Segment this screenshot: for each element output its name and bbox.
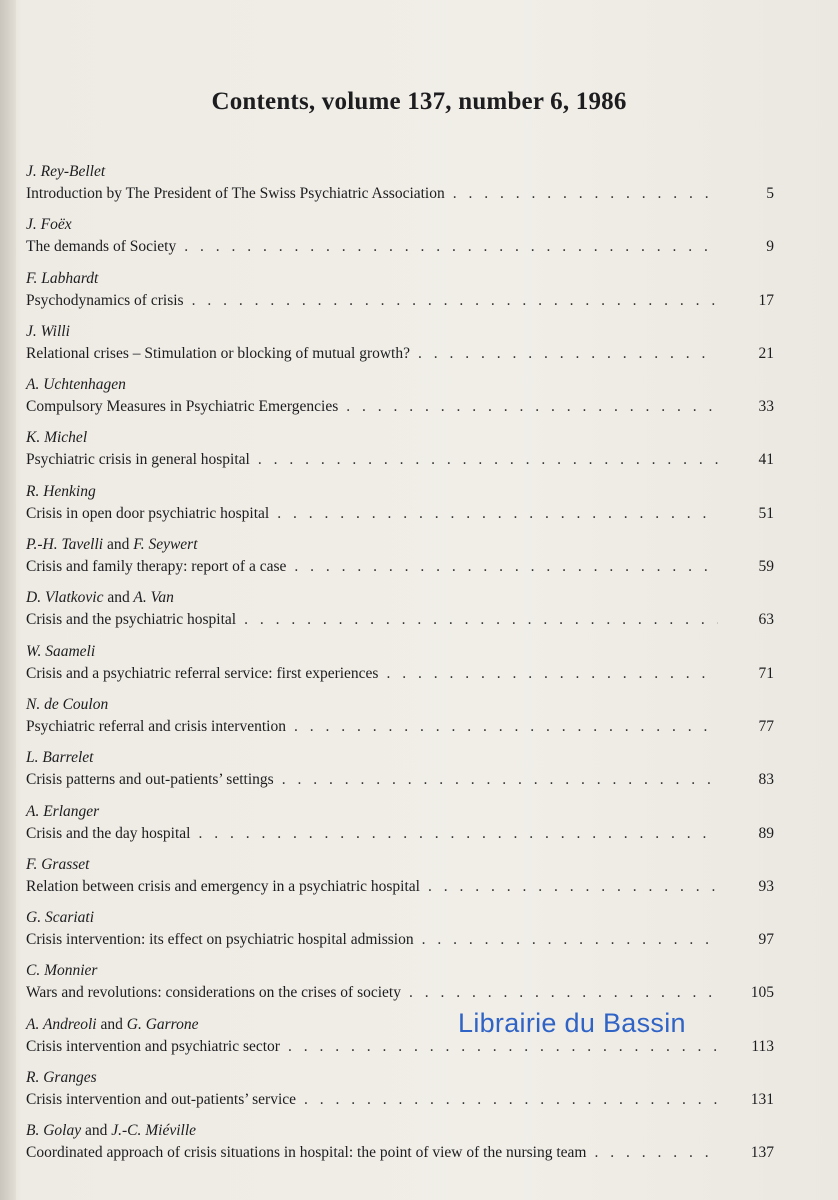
toc-author bbox=[26, 642, 774, 662]
toc-article-title: Wars and revolutions: considerations on the crises of society bbox=[26, 984, 401, 1002]
toc-line bbox=[26, 235, 774, 259]
toc-author-secondary: J.-C. Miéville bbox=[111, 1122, 197, 1140]
toc-author-conjunction: and bbox=[106, 536, 130, 554]
toc-author bbox=[26, 375, 774, 395]
toc-author bbox=[26, 748, 774, 768]
toc-author-primary: L. Barrelet bbox=[26, 749, 94, 767]
toc-article-title: Compulsory Measures in Psychiatric Emergencies bbox=[26, 398, 339, 416]
toc-page-number: 41 bbox=[758, 451, 774, 469]
toc-entry bbox=[26, 375, 774, 428]
toc-line bbox=[26, 342, 774, 366]
toc-article-title: The demands of Society bbox=[26, 238, 177, 256]
toc-author-primary: J. Rey-Bellet bbox=[26, 163, 106, 180]
toc-author-primary: A. Uchtenhagen bbox=[26, 376, 126, 394]
toc-page-number: 77 bbox=[758, 717, 774, 735]
toc-author bbox=[26, 269, 774, 289]
toc-leader-dots bbox=[244, 608, 718, 632]
toc-leader-dots bbox=[422, 928, 718, 952]
toc-author-primary: P.-H. Tavelli bbox=[26, 536, 104, 554]
toc-page-number: 9 bbox=[766, 238, 774, 256]
toc-line bbox=[26, 875, 774, 899]
toc-page-number: 33 bbox=[758, 398, 774, 416]
toc-article-title: Crisis and the psychiatric hospital bbox=[26, 611, 237, 629]
toc-page-number: 83 bbox=[758, 771, 774, 789]
toc-entry bbox=[26, 642, 774, 695]
toc-article-title: Crisis in open door psychiatric hospital bbox=[26, 504, 270, 522]
toc-article-title: Psychiatric referral and crisis intervention bbox=[26, 717, 286, 735]
toc-author bbox=[26, 322, 774, 342]
toc-article-title: Psychodynamics of crisis bbox=[26, 291, 184, 309]
toc-page-number: 93 bbox=[758, 877, 774, 895]
toc-leader-dots bbox=[418, 342, 718, 366]
toc-author-primary: J. Willi bbox=[26, 322, 70, 340]
toc-leader-dots bbox=[184, 235, 718, 259]
toc-entry bbox=[26, 855, 774, 908]
toc-author bbox=[26, 961, 774, 981]
toc-author-primary: W. Saameli bbox=[26, 642, 96, 660]
toc-article-title: Psychiatric crisis in general hospital bbox=[26, 451, 250, 469]
toc-line bbox=[26, 555, 774, 579]
toc-author bbox=[26, 855, 774, 875]
toc-leader-dots bbox=[304, 1088, 718, 1112]
toc-entry bbox=[26, 162, 774, 215]
toc-author-primary: A. Erlanger bbox=[26, 802, 100, 820]
toc-leader-dots bbox=[453, 182, 718, 206]
toc-entry bbox=[26, 908, 774, 961]
toc-article-title: Crisis patterns and out-patients’ settings bbox=[26, 771, 274, 789]
toc-author-primary: F. Labhardt bbox=[26, 269, 99, 287]
toc-author bbox=[26, 215, 774, 235]
toc-page-number: 59 bbox=[758, 558, 774, 576]
toc-line bbox=[26, 662, 774, 686]
toc-author bbox=[26, 588, 774, 608]
toc-entry bbox=[26, 748, 774, 801]
toc-leader-dots bbox=[294, 715, 718, 739]
toc-line bbox=[26, 502, 774, 526]
toc-author-conjunction: and bbox=[84, 1122, 108, 1140]
toc-line bbox=[26, 395, 774, 419]
toc-author-primary: D. Vlatkovic bbox=[26, 589, 104, 607]
toc-author-conjunction: and bbox=[107, 589, 130, 607]
toc-article-title: Crisis intervention and out-patients’ service bbox=[26, 1091, 297, 1109]
toc-page-number: 17 bbox=[758, 291, 774, 309]
toc-line bbox=[26, 1141, 774, 1165]
toc-entry bbox=[26, 535, 774, 588]
toc-page-number: 131 bbox=[750, 1091, 774, 1109]
toc-page-number: 51 bbox=[758, 504, 774, 522]
toc-author bbox=[26, 695, 774, 715]
toc-line bbox=[26, 822, 774, 846]
toc-author bbox=[26, 1121, 774, 1141]
toc-author bbox=[26, 908, 774, 928]
toc-author-primary: R. Granges bbox=[26, 1069, 97, 1087]
toc-page-number: 105 bbox=[750, 984, 774, 1002]
toc-entry bbox=[26, 961, 774, 1014]
toc-line bbox=[26, 608, 774, 632]
toc-page-number: 5 bbox=[766, 185, 774, 202]
toc-author-secondary: G. Garrone bbox=[126, 1015, 199, 1033]
toc-entry bbox=[26, 1068, 774, 1121]
toc-entry bbox=[26, 322, 774, 375]
toc-author-primary: J. Foëx bbox=[26, 216, 72, 234]
toc-leader-dots bbox=[294, 555, 718, 579]
toc-line bbox=[26, 289, 774, 313]
toc-author-secondary: F. Seywert bbox=[133, 536, 198, 554]
toc-author-conjunction: and bbox=[100, 1015, 123, 1033]
toc-leader-dots bbox=[277, 502, 718, 526]
toc-author bbox=[26, 482, 774, 502]
toc-leader-dots bbox=[192, 289, 718, 313]
toc-page-number: 137 bbox=[750, 1144, 774, 1162]
toc-article-title: Crisis and the day hospital bbox=[26, 824, 191, 842]
toc-article-title: Crisis intervention and psychiatric sector bbox=[26, 1037, 280, 1055]
toc-line bbox=[26, 182, 774, 206]
toc-line bbox=[26, 768, 774, 792]
toc-page-number: 97 bbox=[758, 931, 774, 949]
toc-entry bbox=[26, 428, 774, 481]
toc-author bbox=[26, 535, 774, 555]
toc-article-title: Crisis and a psychiatric referral service: first experiences bbox=[26, 664, 379, 682]
toc-article-title: Introduction by The President of The Swiss Psychiatric Association bbox=[26, 185, 445, 202]
toc-author-primary: F. Grasset bbox=[26, 855, 90, 873]
toc-author-primary: R. Henking bbox=[26, 482, 96, 500]
toc-entry bbox=[26, 1121, 774, 1174]
toc-leader-dots bbox=[258, 448, 718, 472]
toc-entry bbox=[26, 588, 774, 641]
toc-author-secondary: A. Van bbox=[133, 589, 174, 607]
toc-page-number: 63 bbox=[758, 611, 774, 629]
toc-article-title: Crisis intervention: its effect on psychiatric hospital admission bbox=[26, 931, 414, 949]
toc-article-title: Coordinated approach of crisis situations in hospital: the point of view of the nursing team bbox=[26, 1144, 587, 1162]
toc-leader-dots bbox=[282, 768, 718, 792]
toc-article-title: Relation between crisis and emergency in a psychiatric hospital bbox=[26, 877, 420, 895]
toc-author bbox=[26, 428, 774, 448]
toc-line bbox=[26, 448, 774, 472]
toc-entry bbox=[26, 695, 774, 748]
toc-author bbox=[26, 802, 774, 822]
toc-author-primary: A. Andreoli bbox=[26, 1015, 97, 1033]
toc-leader-dots bbox=[428, 875, 718, 899]
toc-leader-dots bbox=[346, 395, 718, 419]
toc-article-title: Crisis and family therapy: report of a case bbox=[26, 558, 287, 576]
facing-page-edge bbox=[0, 0, 16, 1200]
page-title: Contents, volume 137, number 6, 1986 bbox=[211, 88, 627, 115]
toc-author bbox=[26, 162, 774, 182]
toc-author bbox=[26, 1068, 774, 1088]
toc-line bbox=[26, 928, 774, 952]
toc-author-primary: K. Michel bbox=[26, 429, 88, 447]
toc-page-number: 21 bbox=[758, 344, 774, 362]
bookseller-watermark: Librairie du Bassin bbox=[458, 1008, 686, 1038]
toc-author-primary: C. Monnier bbox=[26, 962, 98, 980]
toc-leader-dots bbox=[198, 822, 718, 846]
toc-author-primary: B. Golay bbox=[26, 1122, 82, 1140]
toc-author-primary: N. de Coulon bbox=[26, 695, 109, 713]
toc-entry bbox=[26, 802, 774, 855]
toc-entry bbox=[26, 269, 774, 322]
toc-leader-dots bbox=[409, 981, 718, 1005]
toc-line bbox=[26, 981, 774, 1005]
toc-entry bbox=[26, 482, 774, 535]
toc-article-title: Relational crises – Stimulation or blocking of mutual growth? bbox=[26, 344, 410, 362]
toc-page-number: 113 bbox=[751, 1037, 774, 1055]
toc-leader-dots bbox=[594, 1141, 718, 1165]
toc-line bbox=[26, 715, 774, 739]
toc-entry bbox=[26, 215, 774, 268]
toc-author-primary: G. Scariati bbox=[26, 909, 95, 927]
toc-line bbox=[26, 1088, 774, 1112]
toc-page-number: 71 bbox=[758, 664, 774, 682]
toc-leader-dots bbox=[386, 662, 718, 686]
toc-page-number: 89 bbox=[758, 824, 774, 842]
